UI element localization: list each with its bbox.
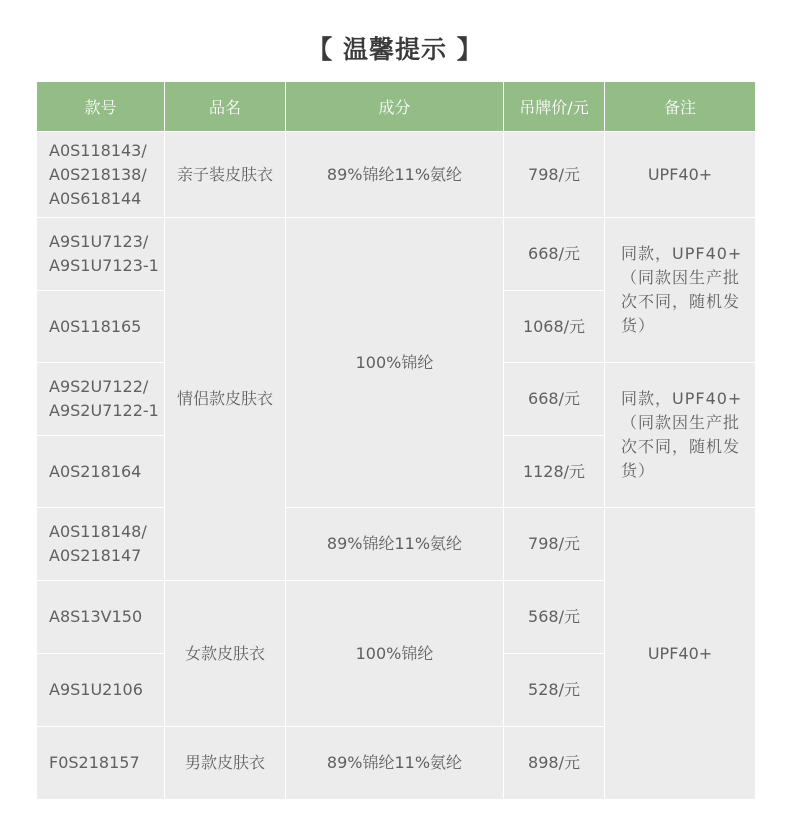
cell-name: 男款皮肤衣 bbox=[165, 727, 286, 800]
cell-code: A8S13V150 bbox=[37, 581, 165, 654]
cell-code: A9S1U2106 bbox=[37, 654, 165, 727]
cell-price: 1128/元 bbox=[504, 436, 605, 508]
cell-price: 898/元 bbox=[504, 727, 605, 800]
cell-name: 情侣款皮肤衣 bbox=[165, 218, 286, 581]
cell-price: 798/元 bbox=[504, 508, 605, 581]
cell-code: A0S218164 bbox=[37, 436, 165, 508]
cell-composition: 100%锦纶 bbox=[286, 581, 504, 727]
header-code: 款号 bbox=[37, 82, 165, 132]
cell-note: 同款，UPF40+（同款因生产批次不同，随机发货） bbox=[605, 363, 756, 508]
cell-price: 668/元 bbox=[504, 363, 605, 436]
table-row bbox=[37, 218, 756, 291]
cell-code: F0S218157 bbox=[37, 727, 165, 800]
table-row bbox=[37, 508, 756, 581]
product-table bbox=[36, 81, 756, 800]
cell-note: 同款，UPF40+（同款因生产批次不同，随机发货） bbox=[605, 218, 756, 363]
header-note: 备注 bbox=[605, 82, 756, 132]
cell-code: A9S1U7123/ A9S1U7123-1 bbox=[37, 218, 165, 291]
header-composition: 成分 bbox=[286, 82, 504, 132]
table-header-row bbox=[37, 82, 756, 132]
cell-price: 568/元 bbox=[504, 581, 605, 654]
cell-composition: 89%锦纶11%氨纶 bbox=[286, 132, 504, 218]
cell-note: UPF40+ bbox=[605, 132, 756, 218]
cell-name: 女款皮肤衣 bbox=[165, 581, 286, 727]
page-title: 【 温馨提示 】 bbox=[307, 35, 483, 64]
table-row bbox=[37, 132, 756, 218]
cell-code: A0S118143/ A0S218138/ A0S618144 bbox=[37, 132, 165, 218]
cell-composition: 89%锦纶11%氨纶 bbox=[286, 508, 504, 581]
cell-composition: 100%锦纶 bbox=[286, 218, 504, 508]
cell-name: 亲子装皮肤衣 bbox=[165, 132, 286, 218]
header-name: 品名 bbox=[165, 82, 286, 132]
cell-price: 798/元 bbox=[504, 132, 605, 218]
cell-code: A0S118165 bbox=[37, 291, 165, 363]
header-price: 吊牌价/元 bbox=[504, 82, 605, 132]
cell-price: 668/元 bbox=[504, 218, 605, 291]
cell-note: UPF40+ bbox=[605, 508, 756, 800]
cell-price: 528/元 bbox=[504, 654, 605, 727]
cell-price: 1068/元 bbox=[504, 291, 605, 363]
cell-composition: 89%锦纶11%氨纶 bbox=[286, 727, 504, 800]
cell-code: A0S118148/ A0S218147 bbox=[37, 508, 165, 581]
cell-code: A9S2U7122/ A9S2U7122-1 bbox=[37, 363, 165, 436]
